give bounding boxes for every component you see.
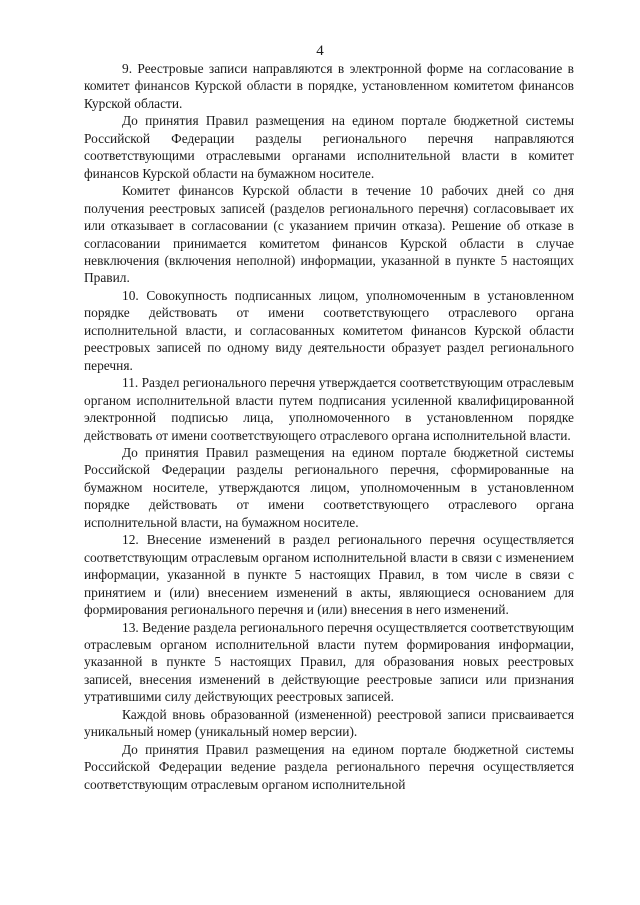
document-body <box>84 60 574 793</box>
paragraph: До принятия Правил размещения на едином портале бюджетной системы Российской Федерации ведение раздела регионального перечня осуществляется соответствующим отраслевым органом исполнительной <box>84 741 574 792</box>
paragraph: До принятия Правил размещения на едином портале бюджетной системы Российской Федерации разделы регионального перечня, сформированные на бумажном носителе, утверждаются лицом, уполномоченным в установленном порядке действовать от имени соответствующего отраслевого органа исполнительной власти, на бумажном носителе. <box>84 444 574 530</box>
page-number: 4 <box>316 43 324 59</box>
paragraph: 10. Совокупность подписанных лицом, уполномоченным в установленном порядке действовать от имени соответствующего отраслевого органа исполнительной власти, и согласованных комитетом финансов Курской области реестровых записей по одному виду деятельности образует раздел регионального перечня. <box>84 287 574 373</box>
paragraph: Каждой вновь образованной (измененной) реестровой записи присваивается уникальный номер (уникальный номер версии). <box>84 706 574 740</box>
paragraph: До принятия Правил размещения на едином портале бюджетной системы Российской Федерации разделы регионального перечня направляются соответствующими отраслевыми органами исполнительной власти в комитет финансов Курской области на бумажном носителе. <box>84 113 574 181</box>
paragraph: 9. Реестровые записи направляются в электронной форме на согласование в комитет финансов Курской области в порядке, установленном комитетом финансов Курской области. <box>84 61 574 111</box>
paragraph: 12. Внесение изменений в раздел регионального перечня осуществляется соответствующим отраслевым органом исполнительной власти в связи с изменением информации, указанной в пункте 5 настоящих Правил, в том числе в связи с принятием и (или) внесением изменений в акты, являющиеся основанием для формирования регионального перечня и (или) внесения в него изменений. <box>84 532 574 618</box>
paragraph: 13. Ведение раздела регионального перечня осуществляется соответствующим отраслевым органом исполнительной власти путем формирования информации, указанной в пункте 5 настоящих Правил, для образования новых реестровых записей, внесения изменений в действующие реестровые записи или признания утратившими силу действующих реестровых записей. <box>84 619 574 705</box>
paragraph: 11. Раздел регионального перечня утверждается соответствующим отраслевым органом исполнительной власти путем подписания усиленной квалифицированной электронной подписью лица, уполномоченного в установленном порядке действовать от имени соответствующего отраслевого органа исполнительной власти. <box>84 375 574 443</box>
paragraph: Комитет финансов Курской области в течение 10 рабочих дней со дня получения реестровых записей (разделов регионального перечня) согласовывает их или отказывает в согласовании (с указанием причин отказа). Решение об отказе в согласовании принимается комитетом финансов Курской области в случае невключения (включения неполной) информации, указанной в пункте 5 настоящих Правил. <box>84 183 574 286</box>
